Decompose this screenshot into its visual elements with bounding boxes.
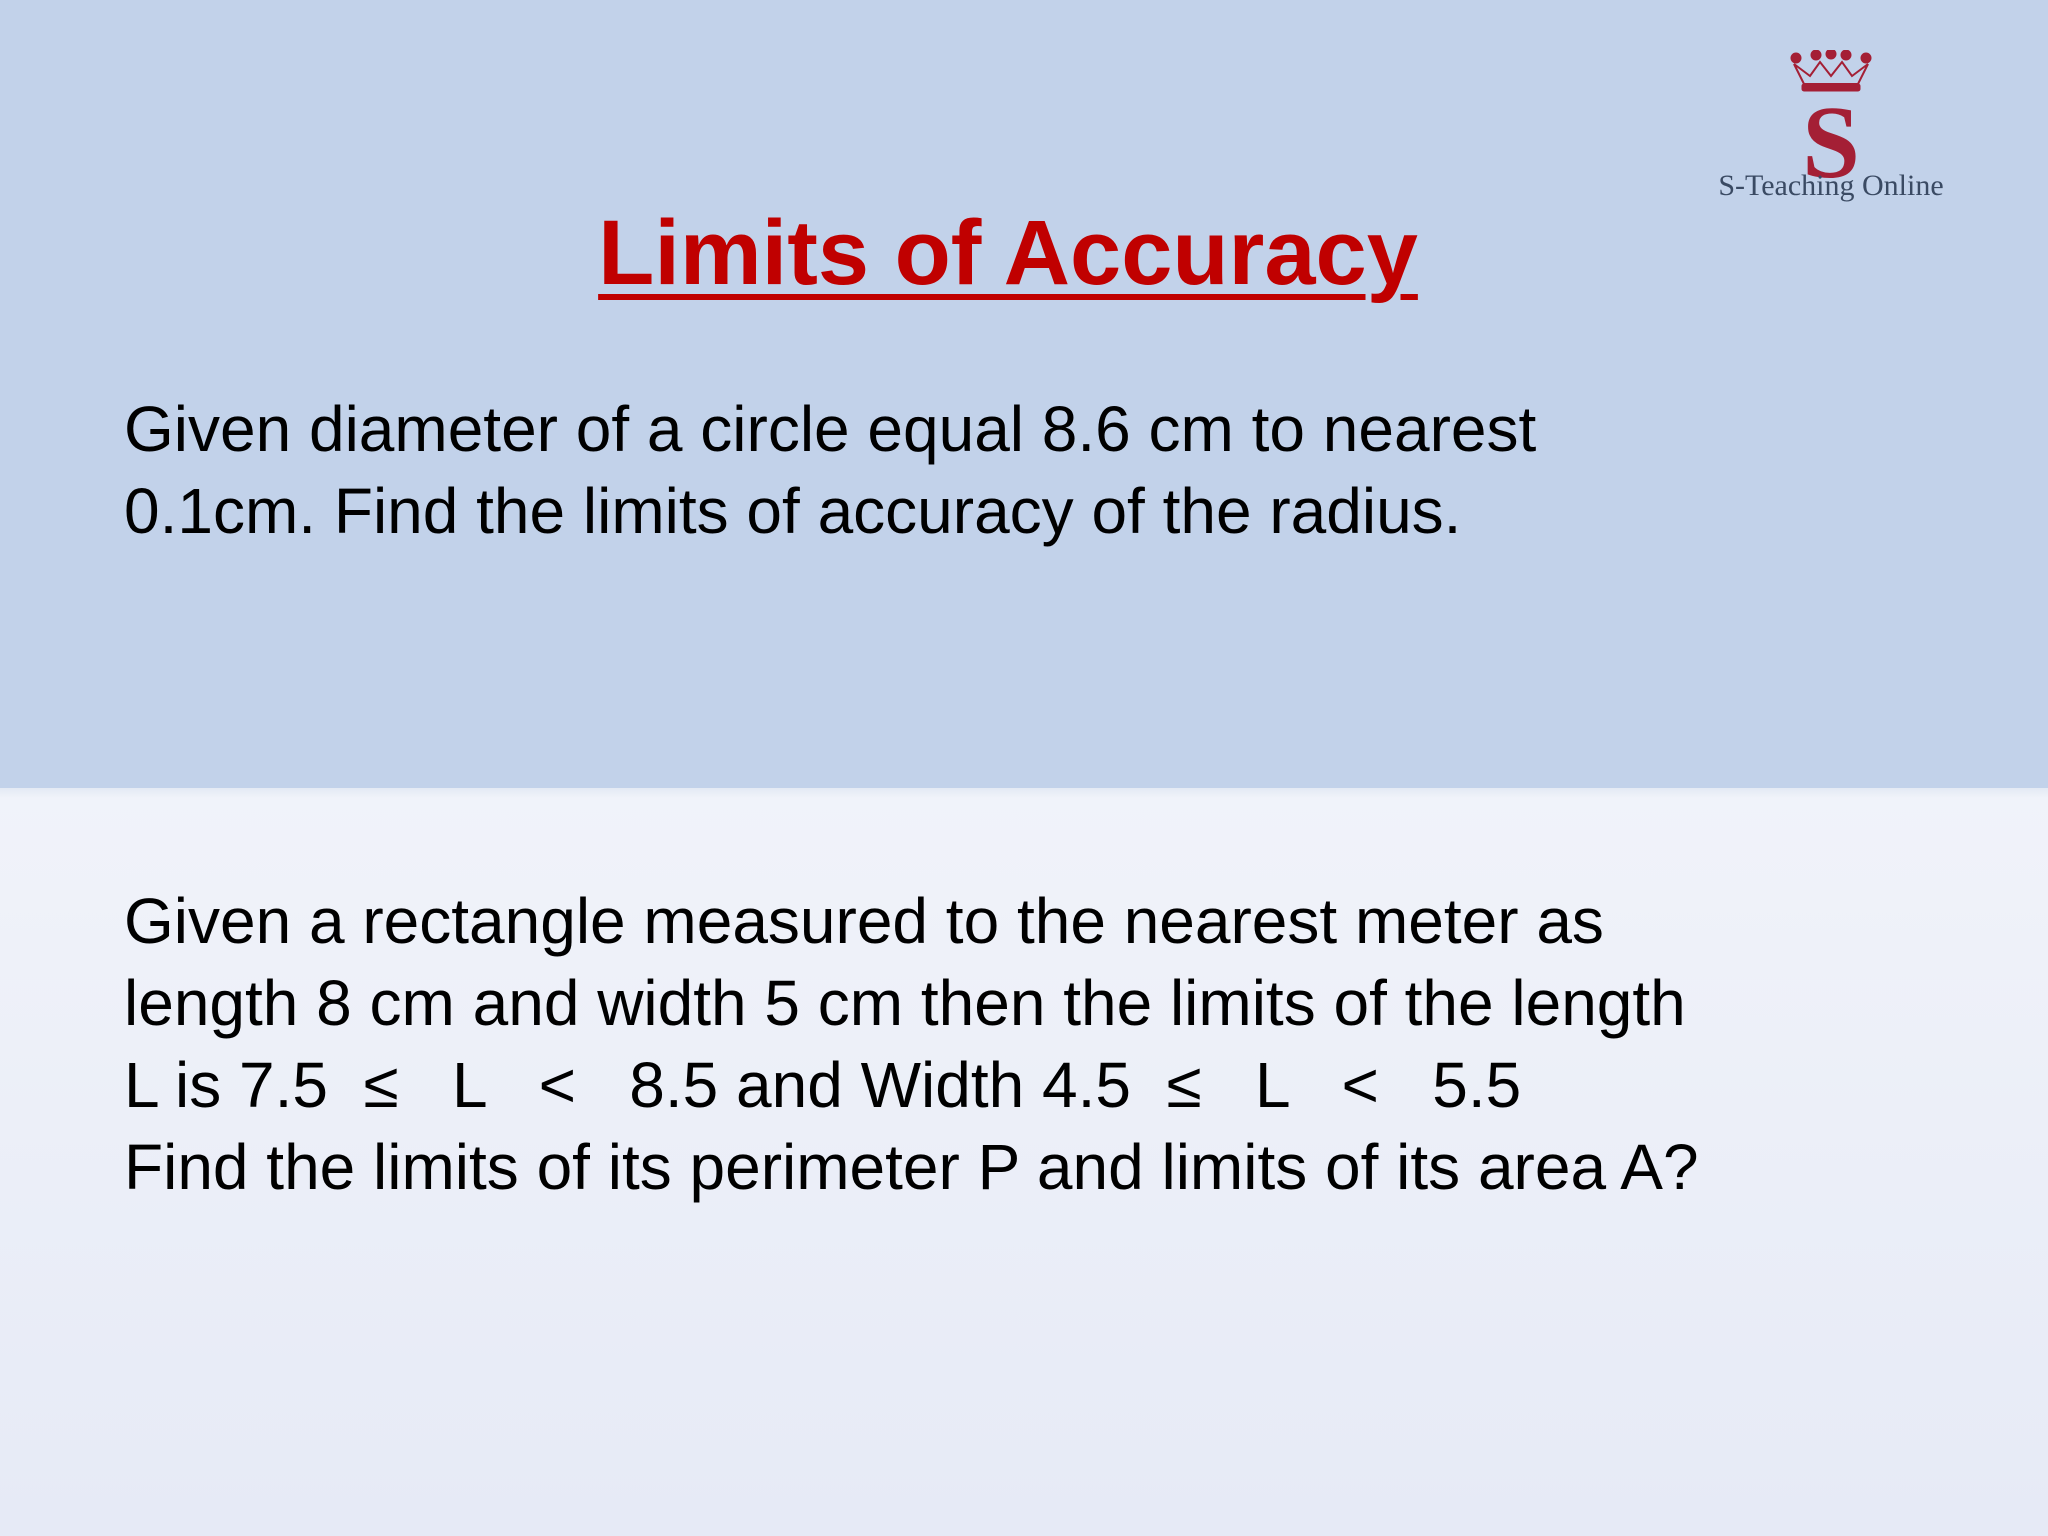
question-1-line: 0.1cm. Find the limits of accuracy of the radius. xyxy=(124,475,1462,547)
question-2 xyxy=(124,880,2004,1208)
logo-text: S-Teaching Online xyxy=(1718,169,1944,202)
logo xyxy=(1676,50,1986,210)
band-divider xyxy=(0,788,2048,798)
question-2-line: length 8 cm and width 5 cm then the limits of the length xyxy=(124,967,1686,1039)
logo-letter: S xyxy=(1802,85,1860,200)
question-1 xyxy=(124,388,2004,552)
question-1-line: Given diameter of a circle equal 8.6 cm to nearest xyxy=(124,393,1537,465)
question-2-line: L is 7.5 ≤ L < 8.5 and Width 4.5 ≤ L < 5.5 xyxy=(124,1049,1522,1121)
question-2-line: Find the limits of its perimeter P and limits of its area A? xyxy=(124,1131,1699,1203)
question-2-line: Given a rectangle measured to the nearest meter as xyxy=(124,885,1604,957)
slide-title: Limits of Accuracy xyxy=(598,202,1418,304)
